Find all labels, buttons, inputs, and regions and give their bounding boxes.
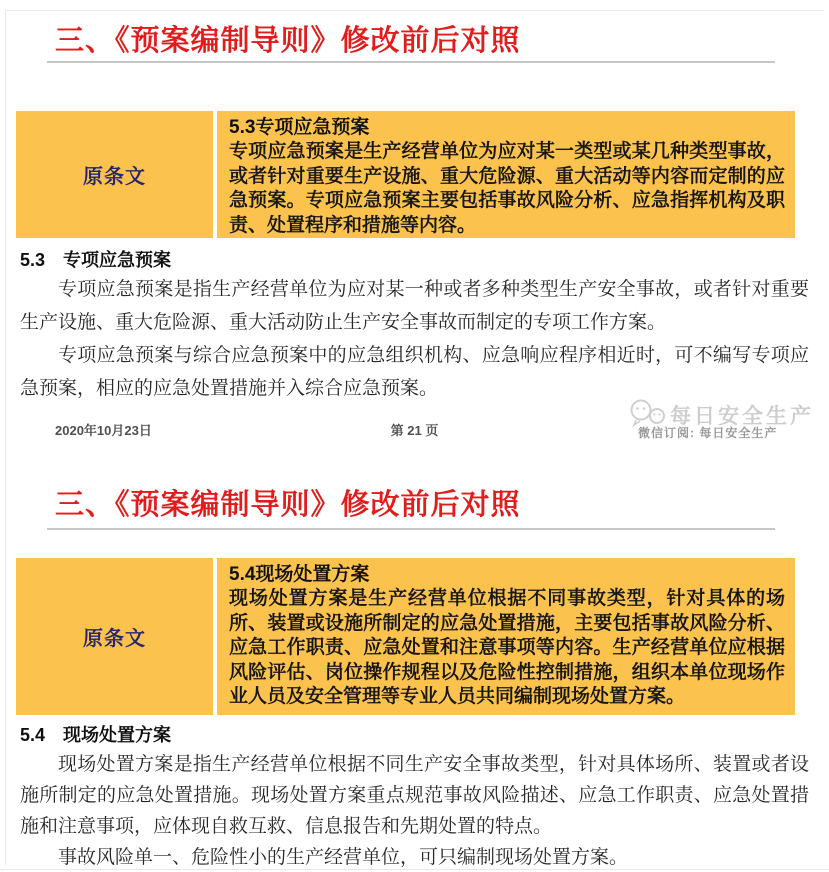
page-top-edge bbox=[5, 10, 824, 11]
footer-date: 2020年10月23日 bbox=[55, 423, 152, 438]
slide2-box-body: 现场处置方案是生产经营单位根据不同事故类型，针对具体的场所、装置或设施所制定的应急处置措施，主要包括事故风险分析、应急工作职责、应急处置和注意事项等内容。生产经营单位应根据风险评估、岗位操作规程以及危险性控制措施，组织本单位现场作业人员及安全管理等专业人员共同编制现场处置方案。 bbox=[229, 588, 785, 707]
slide2-paragraph-1: 现场处置方案是指生产经营单位根据不同生产安全事故类型，针对具体场所、装置或者设施所制定的应急处置措施。现场处置方案重点规范事故风险描述、应急工作职责、应急处置措施和注意事项，应体现自救互救、信息报告和先期处置的特点。 bbox=[20, 754, 809, 837]
slide1-body-text bbox=[20, 273, 809, 405]
original-clause-label: 原条文 bbox=[83, 166, 146, 188]
slide1-section-heading: 5.3 专项应急预案 bbox=[20, 250, 172, 270]
slide2-box-content bbox=[217, 558, 795, 715]
slide1-box-heading: 5.3专项应急预案 bbox=[229, 117, 370, 138]
slide1-title: 三、《预案编制导则》修改前后对照 bbox=[55, 25, 521, 57]
watermark-brand-text: 每日安全生产 bbox=[670, 405, 814, 428]
slide1-original-clause-box bbox=[16, 111, 795, 238]
slide2-body-text bbox=[20, 749, 809, 872]
slide2-title: 三、《预案编制导则》修改前后对照 bbox=[55, 489, 521, 521]
slide2-box-heading: 5.4现场处置方案 bbox=[229, 564, 370, 585]
slide2-section-heading: 5.4 现场处置方案 bbox=[20, 725, 172, 745]
slide2-paragraph-2: 事故风险单一、危险性小的生产经营单位，可只编制现场处置方案。 bbox=[58, 847, 629, 868]
watermark bbox=[612, 395, 822, 443]
slide1-box-body: 专项应急预案是生产经营单位为应对某一类型或某几种类型事故，或者针对重要生产设施、重大危险源、重大活动等内容而定制的应急预案。专项应急预案主要包括事故风险分析、应急指挥机构及职责、处置程序和措施等内容。 bbox=[229, 141, 785, 236]
slide2-original-clause-box bbox=[16, 558, 795, 715]
slide1-box-label-cell bbox=[16, 111, 213, 238]
original-clause-label: 原条文 bbox=[83, 628, 146, 650]
watermark-subscribe-text: 微信订阅: 每日安全生产 bbox=[638, 426, 778, 440]
slide1-paragraph-1: 专项应急预案是指生产经营单位为应对某一种或者多种类型生产安全事故，或者针对重要生产设施、重大危险源、重大活动防止生产安全事故而制定的专项工作方案。 bbox=[20, 279, 809, 333]
slide1-box-content bbox=[217, 111, 795, 238]
slide1-paragraph-2: 专项应急预案与综合应急预案中的应急组织机构、应急响应程序相近时，可不编写专项应急预案，相应的应急处置措施并入综合应急预案。 bbox=[20, 345, 809, 399]
slide1-title-underline bbox=[47, 61, 775, 63]
slide2-box-label-cell bbox=[16, 558, 213, 715]
slide2-title-underline bbox=[47, 528, 775, 530]
footer-page-number: 第 21 页 bbox=[390, 423, 439, 438]
